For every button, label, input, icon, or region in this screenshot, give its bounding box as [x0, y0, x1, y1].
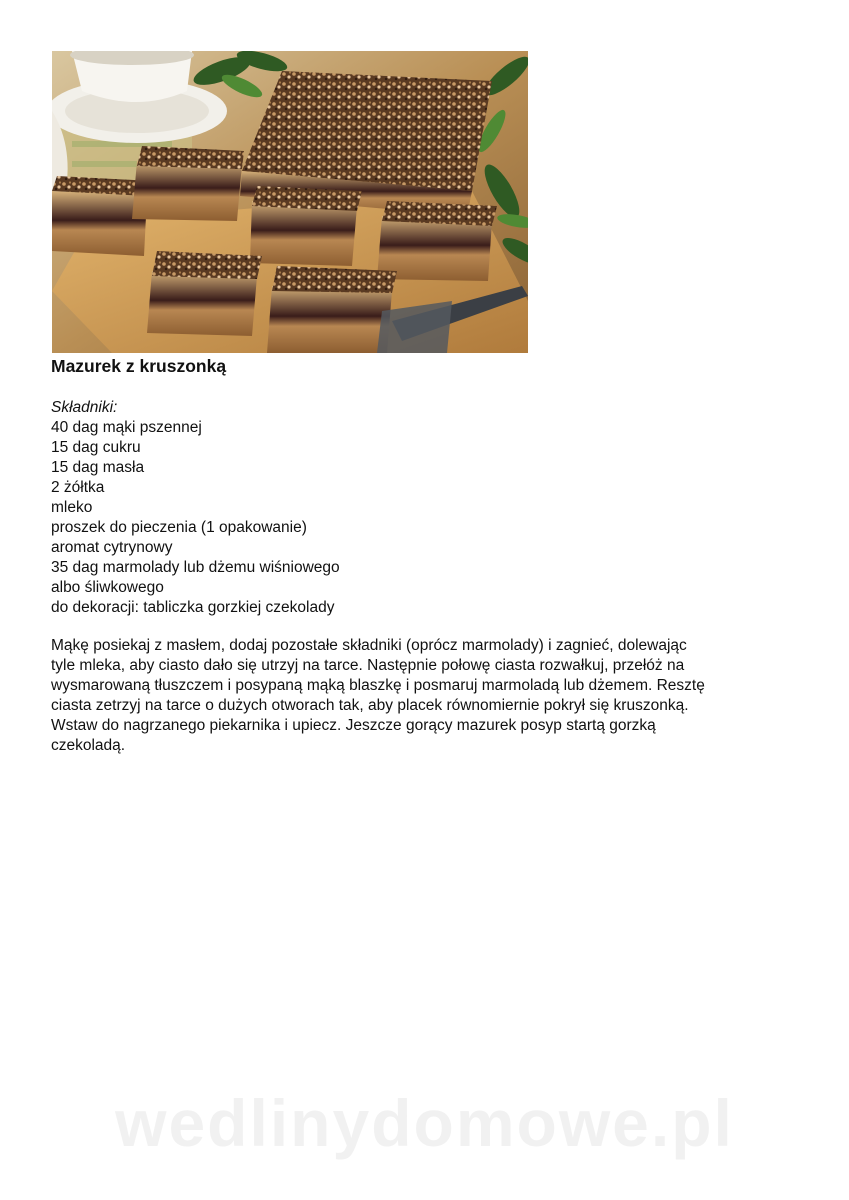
recipe-title: Mazurek z kruszonką	[51, 356, 227, 376]
instructions-line: ciasta zetrzyj na tarce o dużych otworach tak, aby placek równomiernie pokrył się kruszonką.	[51, 697, 689, 714]
ingredient-item: albo śliwkowego	[51, 579, 164, 596]
instructions-line: wysmarowaną tłuszczem i posypaną mąką blaszkę i posmaruj marmoladą lub dżemem. Resztę	[51, 677, 705, 694]
ingredient-item: 40 dag mąki pszennej	[51, 419, 202, 436]
ingredient-item: 35 dag marmolady lub dżemu wiśniowego	[51, 559, 340, 576]
watermark: wedlinydomowe.pl	[115, 1086, 734, 1160]
ingredient-item: proszek do pieczenia (1 opakowanie)	[51, 519, 307, 536]
ingredients-heading: Składniki:	[51, 399, 118, 416]
instructions-line: tyle mleka, aby ciasto dało się utrzyj na tarce. Następnie połowę ciasta rozwałkuj, przełóż na	[51, 657, 685, 674]
ingredients-list	[51, 398, 340, 618]
ingredient-item: do dekoracji: tabliczka gorzkiej czekolady	[51, 599, 335, 616]
instructions-line: Mąkę posiekaj z masłem, dodaj pozostałe składniki (oprócz marmolady) i zagnieć, dolewając	[51, 637, 687, 654]
ingredient-item: 15 dag masła	[51, 459, 145, 476]
instructions-line: Wstaw do nagrzanego piekarnika i upiecz. Jeszcze gorący mazurek posyp startą gorzką	[51, 717, 656, 734]
ingredient-item: 15 dag cukru	[51, 439, 141, 456]
ingredient-item: 2 żółtka	[51, 479, 105, 496]
cake-photo	[52, 51, 528, 353]
ingredient-item: mleko	[51, 499, 93, 516]
ingredient-item: aromat cytrynowy	[51, 539, 173, 556]
instructions-line: czekoladą.	[51, 737, 126, 754]
instructions-paragraph	[51, 636, 781, 756]
